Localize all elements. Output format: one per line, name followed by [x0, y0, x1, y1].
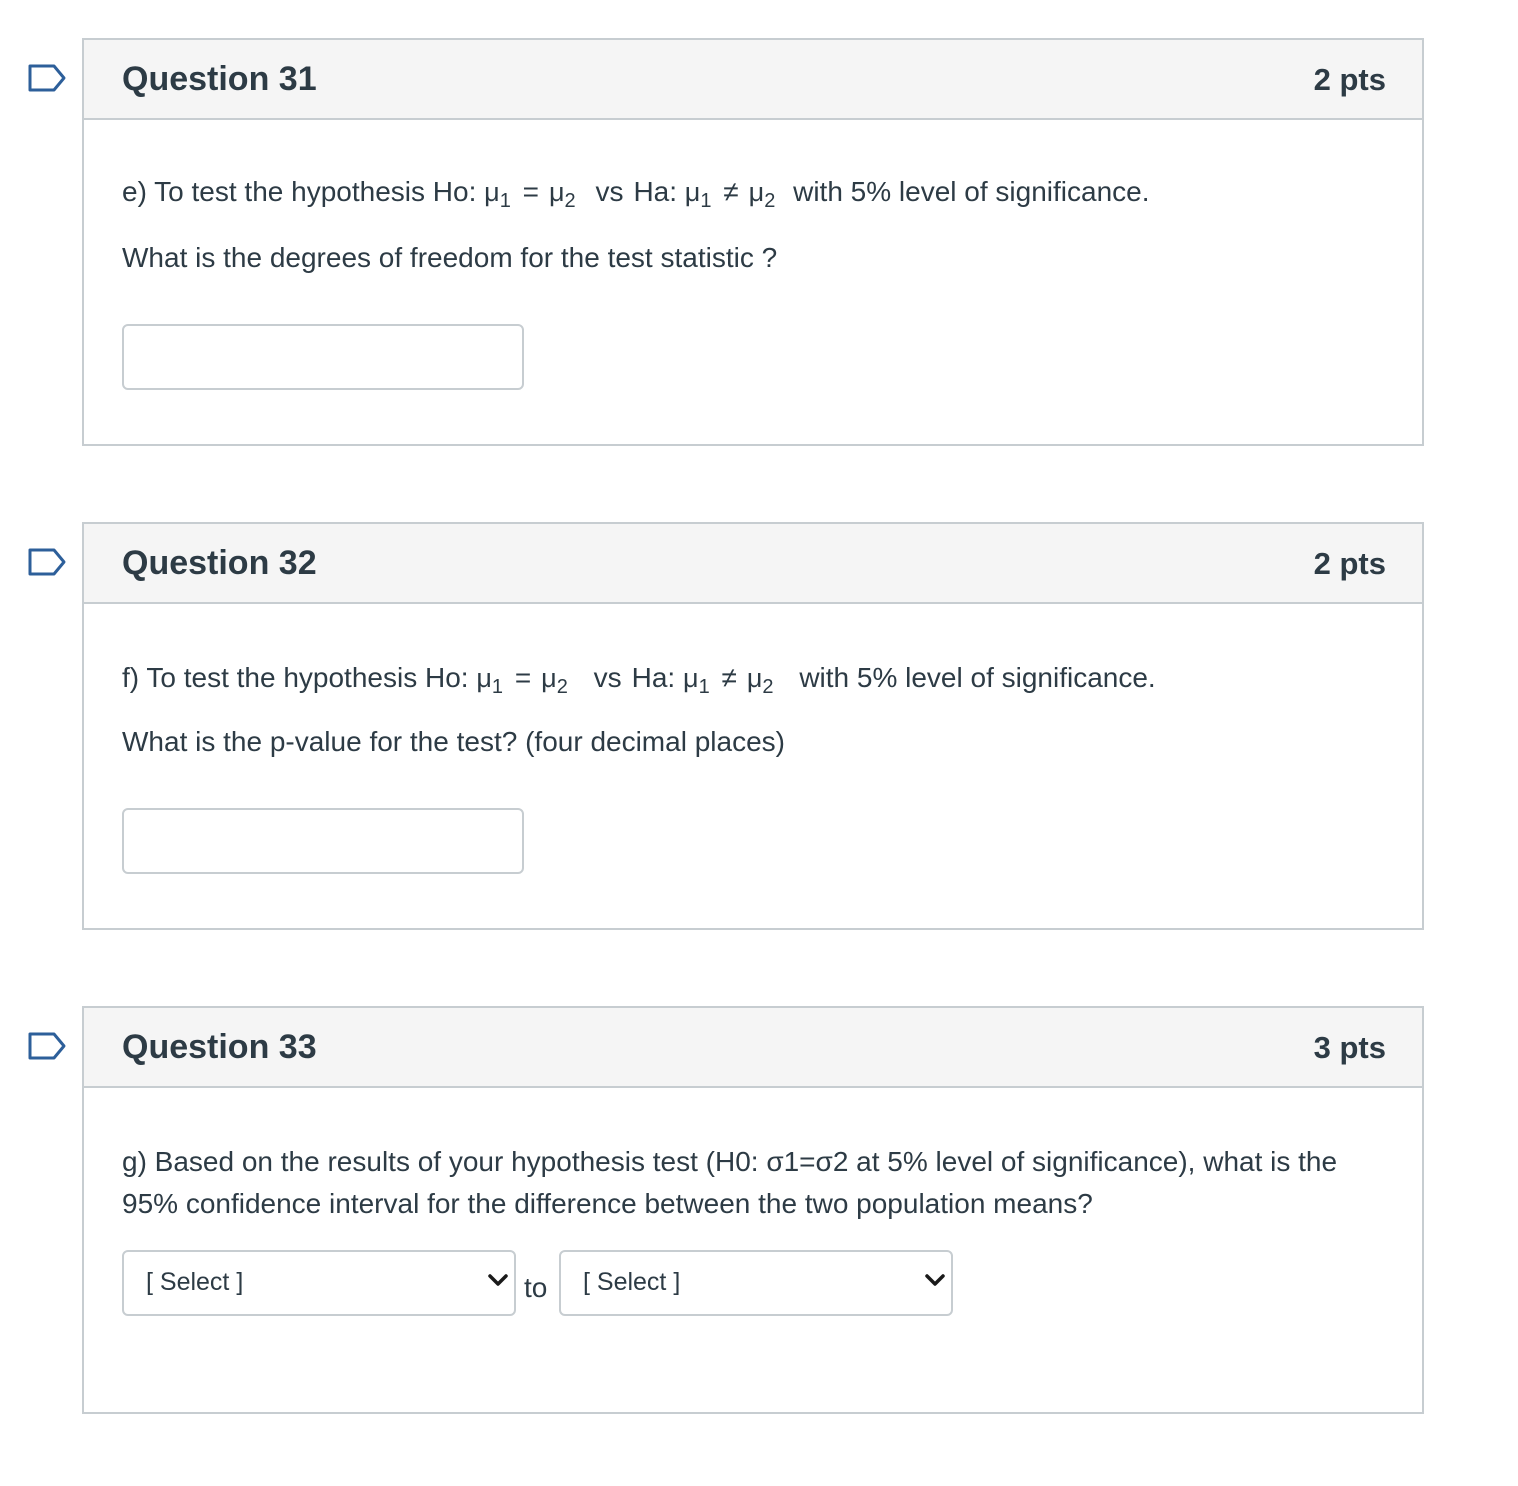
mu-symbol: μ	[748, 177, 765, 207]
flag-question-icon[interactable]	[28, 1032, 66, 1060]
ha-text: Ha:	[633, 176, 685, 207]
upper-bound-select[interactable]	[559, 1250, 953, 1316]
question-prompt: What is the p-value for the test? (four decimal places)	[122, 726, 785, 757]
subscript: 2	[762, 676, 774, 698]
mu-symbol: μ	[484, 177, 500, 207]
vs-text: vs	[593, 662, 622, 693]
question-card	[82, 522, 1424, 930]
equals-sign: =	[514, 662, 532, 693]
range-to-label: to	[524, 1272, 548, 1303]
question-prompt: What is the degrees of freedom for the test statistic ?	[122, 242, 778, 273]
subscript: 2	[556, 676, 568, 698]
mu-symbol: μ	[541, 663, 557, 693]
flag-question-icon[interactable]	[28, 548, 66, 576]
question-prompt-line-1: g) Based on the results of your hypothesis test (H0: σ1=σ2 at 5% level of significance), what is the	[122, 1146, 1338, 1177]
subscript: 2	[564, 190, 576, 212]
mu-symbol: μ	[684, 177, 701, 207]
hypothesis-suffix: with 5% level of significance.	[793, 176, 1150, 207]
select-value: [ Select ]	[146, 1268, 244, 1296]
question-hypothesis-text	[122, 176, 1150, 212]
answer-input[interactable]	[122, 808, 524, 874]
subscript: 1	[698, 676, 710, 698]
question-title: Question 31	[122, 60, 317, 98]
question-points: 2 pts	[1313, 62, 1386, 97]
question-header	[84, 40, 1422, 120]
mu-symbol: μ	[476, 663, 492, 693]
question-points: 2 pts	[1313, 546, 1386, 581]
mu-symbol: μ	[746, 663, 763, 693]
question-title: Question 33	[122, 1028, 317, 1066]
question-card	[82, 1006, 1424, 1414]
hypothesis-prefix: e) To test the hypothesis Ho:	[122, 176, 485, 207]
ha-text: Ha:	[631, 662, 683, 693]
question-card	[82, 38, 1424, 446]
chevron-down-icon	[488, 1274, 508, 1293]
subscript: 1	[499, 190, 511, 212]
equals-sign: =	[522, 176, 539, 207]
hypothesis-suffix: with 5% level of significance.	[799, 662, 1156, 693]
question-hypothesis-text	[122, 662, 1156, 698]
subscript: 1	[491, 676, 504, 698]
question-prompt-line-2: 95% confidence interval for the difference between the two population means?	[122, 1188, 1093, 1219]
subscript: 1	[700, 190, 712, 212]
chevron-down-icon	[925, 1274, 945, 1293]
answer-input[interactable]	[122, 324, 524, 390]
question-header	[84, 1008, 1422, 1088]
subscript: 2	[764, 190, 776, 212]
hypothesis-prefix: f) To test the hypothesis Ho:	[122, 662, 477, 693]
question-title: Question 32	[122, 544, 317, 582]
select-value: [ Select ]	[583, 1268, 681, 1296]
lower-bound-select[interactable]	[122, 1250, 516, 1316]
not-equal-sign: ≠	[723, 176, 739, 207]
not-equal-sign: ≠	[721, 662, 737, 693]
flag-question-icon[interactable]	[28, 64, 66, 92]
mu-symbol: μ	[548, 177, 565, 207]
mu-symbol: μ	[683, 663, 699, 693]
question-header	[84, 524, 1422, 604]
vs-text: vs	[595, 176, 624, 207]
question-points: 3 pts	[1313, 1030, 1386, 1065]
